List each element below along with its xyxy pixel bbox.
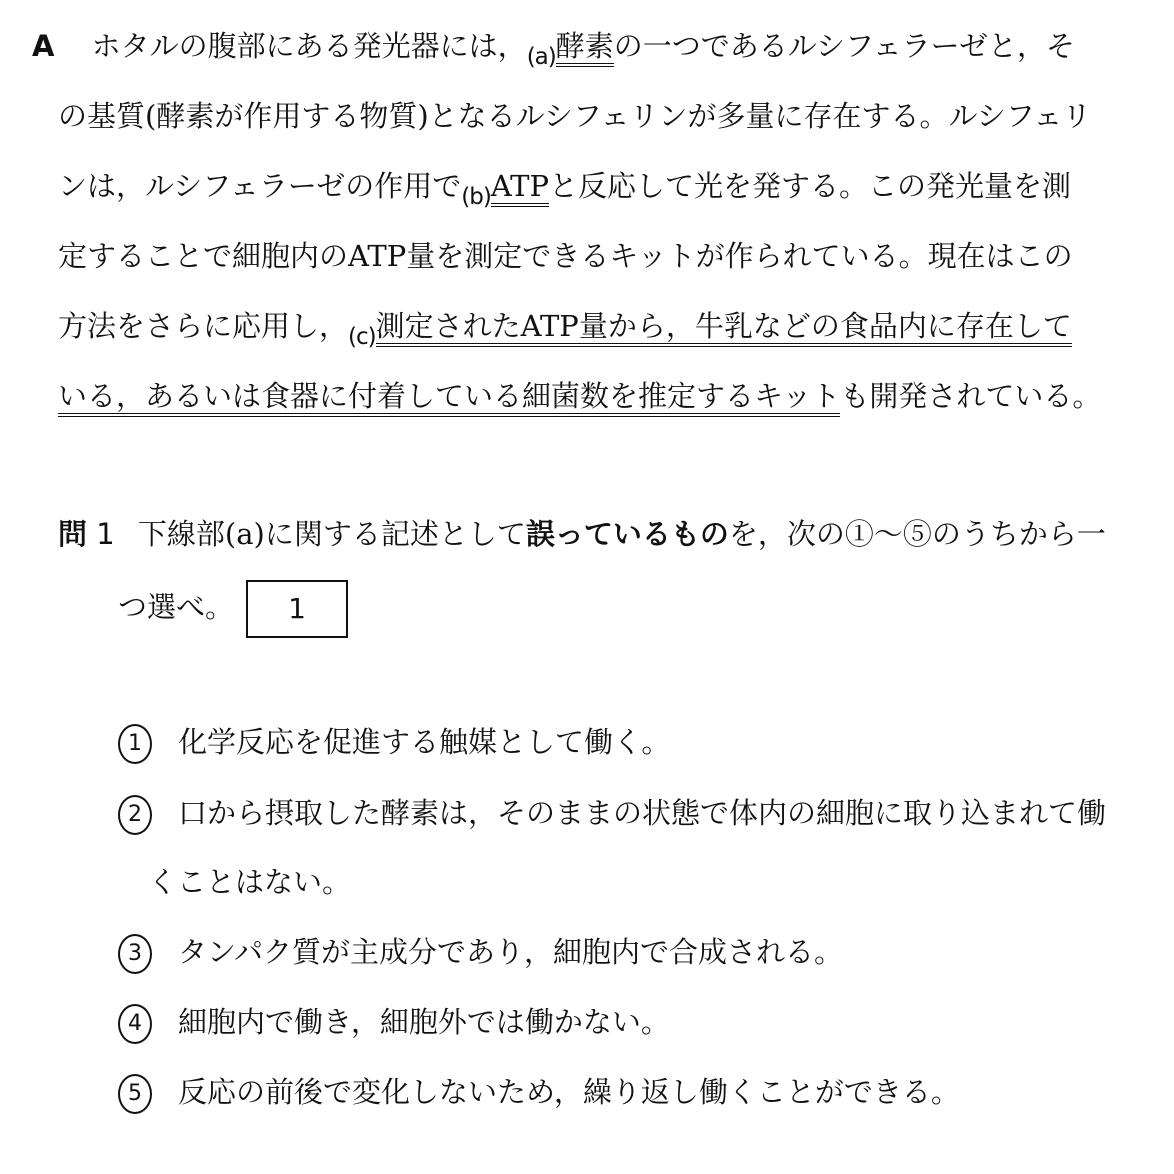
underlined-term-b: ATP [491, 169, 549, 207]
question-text: 下線部(a)に関する記述として [137, 517, 526, 551]
passage-line-2: の基質(酵素が作用する物質)となるルシフェリンが多量に存在する。ルシフェリ [58, 99, 1092, 133]
choice-3[interactable] [118, 932, 843, 974]
underlined-term-c: 測定されたATP量から，牛乳などの食品内に存在して [376, 309, 1072, 347]
passage-line-5 [58, 306, 1072, 349]
passage-text: 方法をさらに応用し， [58, 309, 349, 343]
choice-text: 細胞内で働き，細胞外では働かない。 [178, 1005, 670, 1039]
underline-marker-a: (a) [526, 44, 556, 70]
choice-text: 反応の前後で変化しないため，繰り返し働くことができる。 [178, 1075, 960, 1109]
passage-text: と反応して光を発する。この発光量を測 [549, 169, 1072, 203]
choice-2[interactable] [118, 793, 1106, 835]
choice-text: 口から摂取した酵素は，そのままの状態で体内の細胞に取り込まれて働 [178, 796, 1107, 830]
choice-number: 2 [118, 795, 152, 835]
choice-number: 1 [118, 724, 152, 764]
choice-4[interactable] [118, 1002, 670, 1044]
passage-text: ンは，ルシフェラーゼの作用で [58, 169, 462, 203]
passage-text: ホタルの腹部にある発光器には， [91, 29, 527, 63]
range-start: ① [844, 517, 874, 551]
question-number: 1 [96, 517, 115, 551]
choice-number: 3 [118, 934, 152, 974]
passage-line-4: 定することで細胞内のATP量を測定できるキットが作られている。現在はこの [58, 239, 1073, 273]
passage-text: の一つであるルシフェラーゼと，そ [613, 29, 1075, 63]
range-tilde: ～ [873, 517, 903, 551]
question-text: を，次の [728, 517, 845, 551]
question-text: のうちから一 [931, 517, 1106, 551]
underline-marker-c: (c) [348, 324, 376, 350]
choice-text: タンパク質が主成分であり，細胞内で合成される。 [178, 935, 843, 969]
choice-1[interactable] [118, 722, 670, 764]
question-label: 問 [58, 517, 88, 551]
question-line-1 [58, 514, 1106, 554]
question-emphasis: 誤っているもの [525, 517, 729, 551]
choice-5[interactable] [118, 1072, 960, 1114]
range-end: ⑤ [902, 517, 932, 551]
question-line-2 [118, 580, 348, 638]
passage-line-1 [32, 26, 1075, 69]
passage-label: A [32, 29, 55, 63]
choice-number: 5 [118, 1074, 152, 1114]
passage-text: も開発されている。 [840, 379, 1102, 413]
choice-2-continued: くことはない。 [148, 865, 352, 899]
underlined-term-a: 酵素 [556, 29, 614, 67]
choice-text: 化学反応を促進する触媒として働く。 [178, 725, 671, 759]
underlined-term-c-cont: いる，あるいは食器に付着している細菌数を推定するキット [58, 379, 840, 417]
choice-number: 4 [118, 1004, 152, 1044]
passage-line-3 [58, 166, 1071, 209]
question-text: つ選べ。 [118, 590, 235, 624]
answer-box[interactable]: 1 [246, 580, 348, 638]
underline-marker-b: (b) [461, 184, 491, 210]
passage-line-6 [58, 376, 1101, 416]
